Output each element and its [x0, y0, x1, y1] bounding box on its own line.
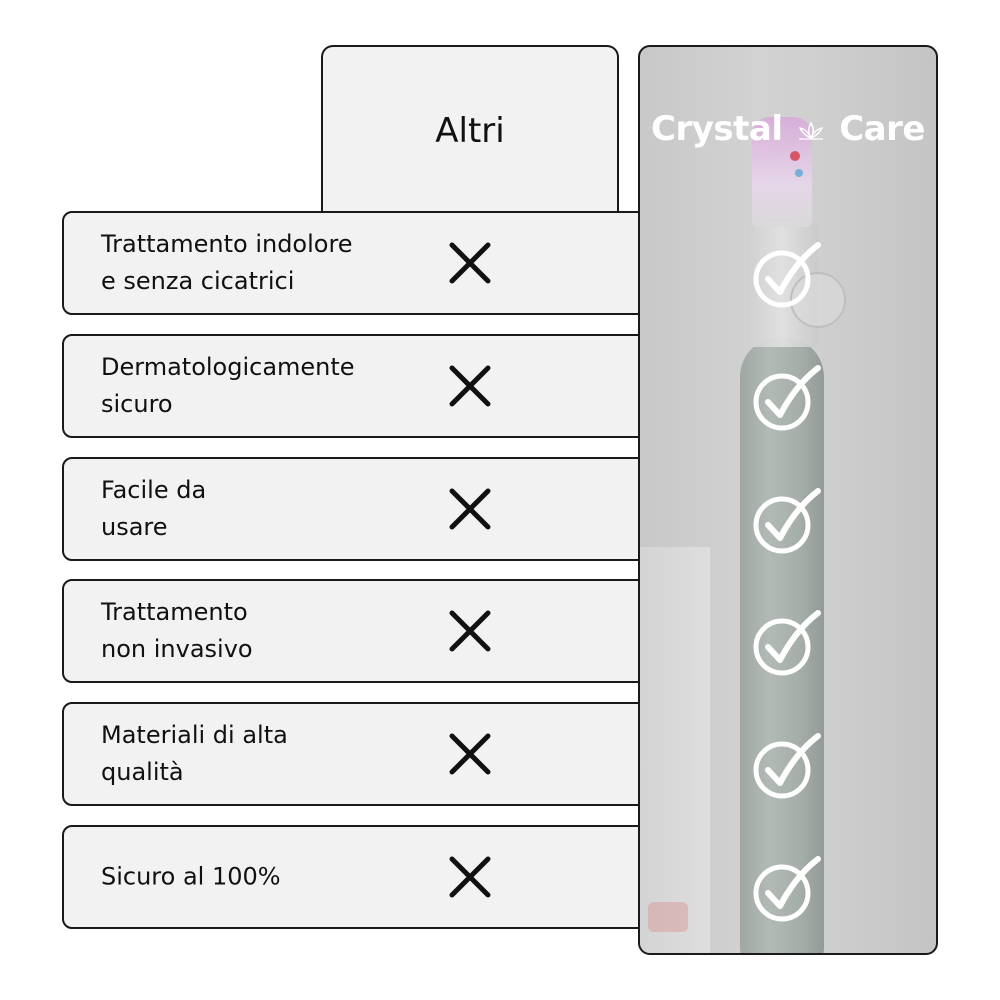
brand-name-part1: Crystal — [651, 109, 783, 149]
check-icon — [750, 239, 822, 311]
cross-icon — [447, 608, 493, 654]
feature-row — [62, 457, 662, 561]
feature-label: Dermatologicamente sicuro — [101, 353, 355, 418]
check-icon — [750, 485, 822, 557]
feature-label: Facile da usare — [101, 476, 207, 541]
feature-label: Sicuro al 100% — [101, 862, 281, 891]
others-column-title: Altri — [435, 111, 505, 151]
feature-label: Trattamento indolore e senza cicatrici — [101, 230, 353, 295]
feature-row — [62, 702, 662, 806]
background-box — [640, 547, 710, 955]
check-icon — [750, 853, 822, 925]
feature-row — [62, 579, 662, 683]
lotus-icon — [796, 120, 826, 142]
feature-row — [62, 211, 662, 315]
cross-icon — [447, 486, 493, 532]
cross-icon — [447, 854, 493, 900]
brand-name-part2: Care — [839, 109, 925, 149]
cross-icon — [447, 363, 493, 409]
cross-icon — [447, 240, 493, 286]
background-box-label — [648, 902, 688, 932]
brand-logo — [640, 109, 936, 149]
brand-column — [638, 45, 938, 955]
device-led — [790, 151, 800, 161]
device-led — [795, 169, 803, 177]
feature-row — [62, 334, 662, 438]
cross-icon — [447, 731, 493, 777]
others-column-header — [321, 45, 619, 235]
check-icon — [750, 730, 822, 802]
feature-label: Materiali di alta qualità — [101, 721, 288, 786]
feature-label: Trattamento non invasivo — [101, 598, 253, 663]
check-icon — [750, 607, 822, 679]
feature-row — [62, 825, 662, 929]
check-icon — [750, 362, 822, 434]
